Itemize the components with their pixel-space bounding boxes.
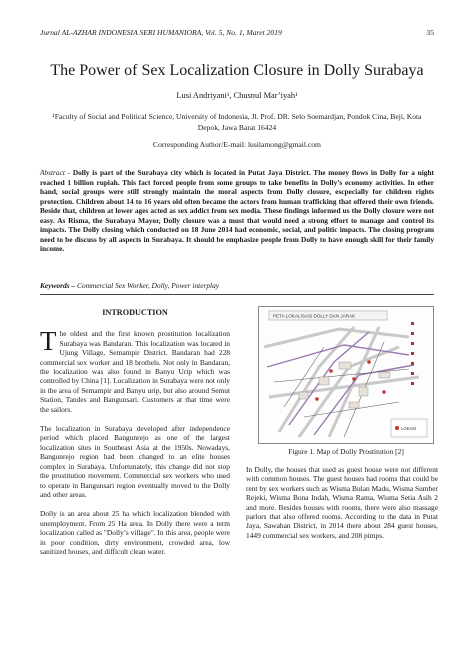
journal-name: Jurnal AL-AZHAR INDONESIA SERI HUMANIORA, Vol. 5, No. 1, Maret 2019 <box>40 28 282 37</box>
authors: Lusi Andriyani¹, Chusnul Mar’iyah¹ <box>176 91 298 100</box>
running-header <box>40 28 434 37</box>
keywords-label: Keywords – <box>40 281 76 290</box>
abstract-label: Abstract - <box>40 168 71 177</box>
abstract-text: Dolly is part of the Surabaya city which is located in Putat Jaya District. The money flows in Dolly for a night reached 1 billion rupiah. This fact forced people from some groups to take benefits in Dolly’s economy activities. In other hand, social groups were still strongly maintain the moral aspects from Dolly closure, escpecially for children rights protection. Children about 14 to 16 years old often became the actors from human trafficking that offered their own friends. Beside that, children at lower ages acted as sex addict from sex media. These findings informed us the Dolly closure were not easy. As Risma, the Surabaya Mayor, Dolly closure was a must that would need a strong effort to manage and control its impacts. The Dolly closing which conducted on 18 June 2014 had economic, social, and politic impacts. The closing program need to be discuss by all aspects in Surabaya. It should be emphasize people from Dolly to have enough skill for their family income. <box>40 168 434 253</box>
drop-cap: T <box>40 326 57 357</box>
keywords-text: Commercial Sex Worker, Dolly, Power interplay <box>76 281 220 290</box>
intro-p1-text: he oldest and the first known prostitution localization Surabaya was Bandaran. This localization was located in Ujung Village, Semampir District. Bandaran had 228 commercial sex worker and 18 brothels. Not only in Bandaran, the localization was also found in Banyu Urip which was controlled by China [1]. Localization in Surabaya were not only in the area of Semampir and Banyu urip, but also around Semut Station, Tandes and Bangunsari. Customers at that time were the sailors. <box>40 329 230 414</box>
map-legend-label: LOKASI <box>401 426 417 431</box>
section-heading: INTRODUCTION <box>102 308 168 317</box>
keywords <box>40 281 434 290</box>
right-column-text: In Dolly, the houses that used as guest house were not different with common houses. The guest houses had rooms that could be rent by sex workers such as Wisma Bulan Madu, Wisma Sumber Rejeki, Wisma Bona Indah, Wisma Rama, Wisma Setia Asih 2 and more. Besides houses with rooms, there were also massage parlors that also offered rooms. According to the data in Putat Jaya, Sawahan District, in 2014 there about 284 guest houses, 1449 commercial sex workers, and 208 pimps. <box>246 465 438 540</box>
affiliation: ¹Faculty of Social and Political Science, University of Indonesia, Jl. Prof. DR. Selo Soemardjan, Pondok Cina, Beji, Kota Depok, Jawa Barat 16424 <box>52 112 422 132</box>
page-number: 35 <box>426 28 434 37</box>
abstract <box>40 168 434 254</box>
intro-paragraph-1 <box>40 326 230 414</box>
intro-paragraph-2: The localization in Surabaya developed after independence period which placed Bangunrejo as one of the largest localization sites in Southeast Asia at the 1950s. Nowadays, Bangunrejo region had been changed to an elite houses complex in Surabaya. Unfortunately, this change did not stop the prostitution movement. Commercial sex workers who used to operate in Bangunsari region eventually moved to the Dolly and other areas. <box>40 424 230 499</box>
paper-title: The Power of Sex Localization Closure in Dolly Surabaya <box>50 62 424 79</box>
map-label: PETA LOKALISASI DOLLY DAN JARAK <box>273 313 356 319</box>
figure-caption: Figure 1. Map of Dolly Prostitution [2] <box>288 447 404 456</box>
dolly-map-image <box>259 307 433 443</box>
corresponding-author: Corresponding Author/E-mail: lusilamong@gmail.com <box>153 140 321 149</box>
divider <box>40 294 434 295</box>
intro-paragraph-3: Dolly is an area about 25 ha which localization blended with unemployment. From 25 Ha area. In Dolly there were a term localization called as "Dolly’s village". In this area, people were in poor condition, dirty environment, crowded area, low sanitized houses, and difficult clean water. <box>40 509 230 556</box>
map-figure <box>258 306 434 444</box>
left-column <box>40 306 230 566</box>
